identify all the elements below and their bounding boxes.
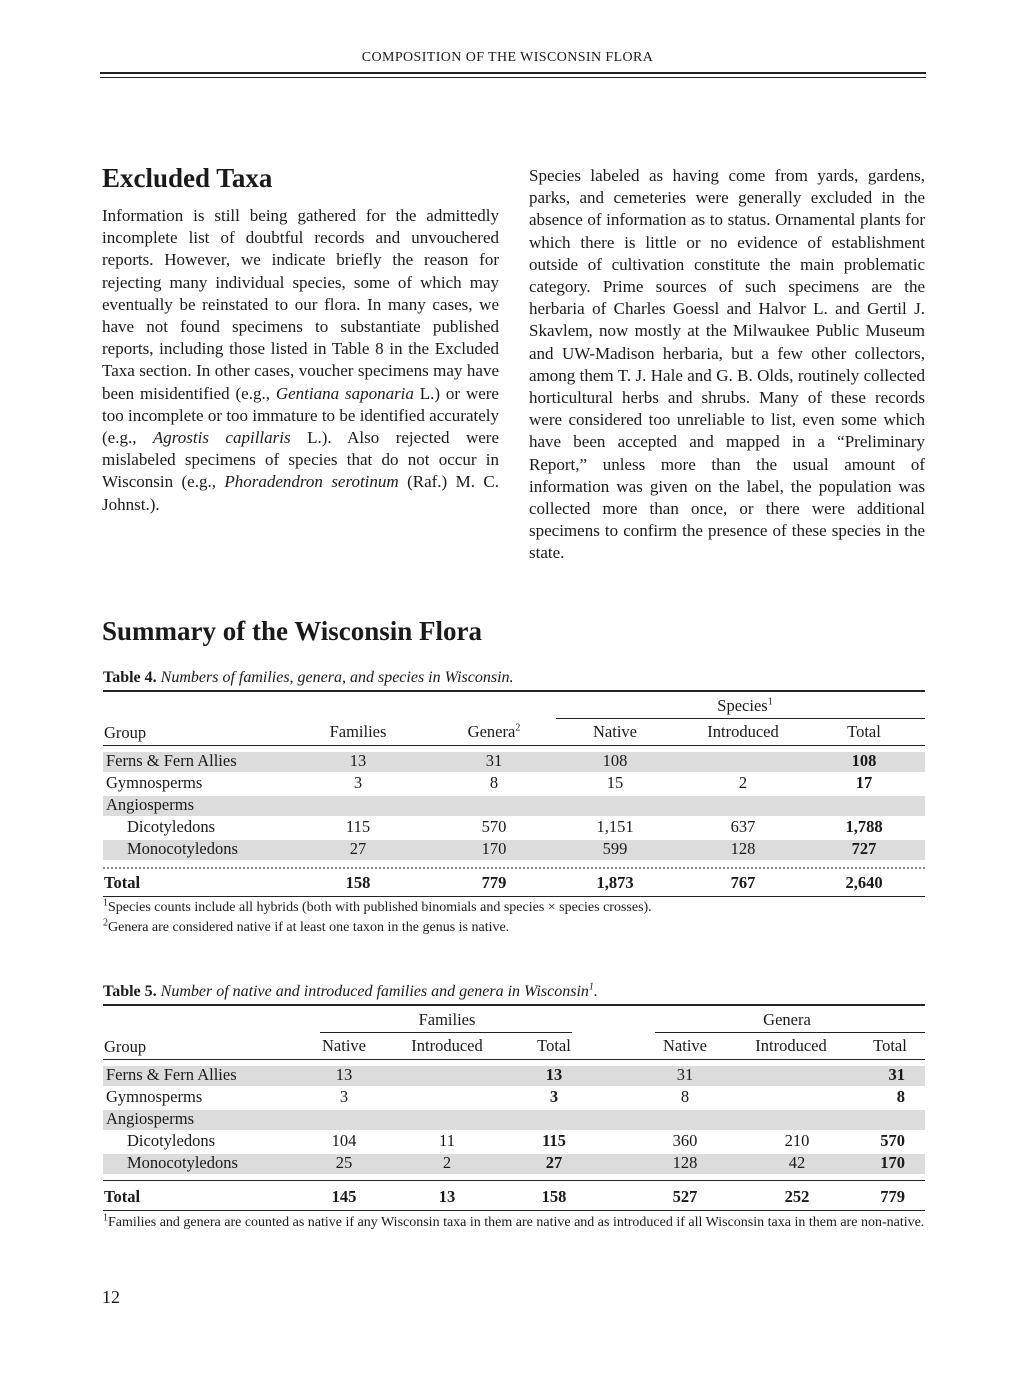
page-number: 12 [102, 1287, 120, 1307]
table4-cell-genera: 31 [485, 751, 503, 770]
table5-cell-f-total: 3 [549, 1087, 559, 1106]
table5-caption-text: Number of native and introduced families and genera in Wisconsin$^1$. [160, 981, 598, 1000]
table4-cell-native: 599 [602, 839, 628, 858]
table5-header-group: Group [104, 1037, 147, 1056]
excluded-right-column [529, 165, 925, 565]
section-title-summary: Summary of the Wisconsin Flora [102, 616, 483, 646]
table5-total-f-total: 158 [541, 1187, 567, 1206]
table5-cell-g-total: 31 [888, 1065, 905, 1084]
table5-cell-g-total: 170 [880, 1153, 905, 1172]
table4-row-group: Ferns & Fern Allies [106, 751, 237, 770]
table4-cell-native: 108 [602, 751, 628, 770]
table4-cell-native: 15 [606, 773, 624, 792]
table5-row-group: Monocotyledons [127, 1153, 238, 1172]
table5-cell-f-native: 25 [335, 1153, 353, 1172]
table4-row-group: Gymnosperms [106, 773, 203, 792]
table5-top-rule [103, 1004, 925, 1006]
table5-row-group: Angiosperms [106, 1109, 194, 1128]
row-shading [103, 1110, 925, 1130]
table5-total-top-rule [103, 1180, 925, 1181]
table4-header-genera: Genera$^2$ [467, 722, 521, 741]
table4-header-introduced: Introduced [707, 722, 779, 741]
excluded-left-paragraph: Information is still being gathered for the admittedly incomplete list of doubtful records and unvouchered reports. However, we indicate briefly the reason for rejecting many individual species, some of which may eventually be reinstated to our flora. In many cases, we have not found specimens to substantiate published reports, including those listed in Table 8 in the Excluded Taxa section. In other cases, voucher specimens may have been misidentified (e.g., Gentiana saponaria L.) or were too incomplete or too immature to be identified accurately (e.g., Agrostis capillaris L.). Also rejected were mislabeled specimens of species that do not occur in Wisconsin (e.g., Phoradendron serotinum (Raf.) M. C. Johnst.). [102, 206, 499, 514]
table5-cell-f-total: 27 [545, 1153, 563, 1172]
table4-cell-families: 27 [349, 839, 367, 858]
table4-cell-total: 17 [855, 773, 873, 792]
table4-cell-families: 3 [353, 773, 363, 792]
table5-cell-g-total: 570 [880, 1131, 905, 1150]
table4-header-native: Native [593, 722, 637, 741]
table5-genera-rule [655, 1032, 925, 1033]
table4-row-group: Angiosperms [106, 795, 194, 814]
table5-header-rule [103, 1059, 925, 1060]
table4-total-families: 158 [345, 873, 371, 892]
table5-cell-g-intro: 210 [784, 1131, 810, 1150]
excluded-left-column [102, 205, 499, 516]
species-name: Agrostis capillaris [152, 428, 291, 448]
table4-total-native: 1,873 [596, 873, 634, 892]
table5-total-f-native: 145 [331, 1187, 357, 1206]
running-head: COMPOSITION OF THE WISCONSIN FLORA [361, 50, 654, 65]
table5-families-rule [320, 1032, 572, 1033]
species-name: Phoradendron serotinum [224, 472, 399, 492]
table5-header-genera-introduced: Introduced [755, 1036, 827, 1055]
table5-cell-f-native: 104 [331, 1131, 357, 1150]
table5-cell-g-native: 31 [676, 1065, 694, 1084]
table5-header-families-total: Total [537, 1036, 571, 1055]
table4-cell-native: 1,151 [596, 817, 634, 836]
table4-cell-total: 1,788 [845, 817, 883, 836]
table5-header-families-introduced: Introduced [411, 1036, 483, 1055]
table4-header-families: Families [329, 722, 387, 741]
table4-cell-families: 115 [345, 817, 371, 836]
table4-header-total: Total [847, 722, 881, 741]
table4-cell-total: 727 [851, 839, 877, 858]
excluded-right-paragraph: Species labeled as having come from yards, gardens, parks, and cemeteries were generally excluded in the absence of information as to status. Ornamental plants for which there is little or no evidence of establishment outside of cultivation constitute the main problematic category. Prime sources of such specimens are the herbaria of Charles Goessl and Halvor L. and Gertil J. Skavlem, now mostly at the Milwaukee Public Museum and UW-Madison herbaria, but a few other collectors, among them T. J. Hale and G. B. Olds, routinely collected horticultural herbs and shrubs. Many of these records were considered too unreliable to list, even some which have been accepted and mapped in a “Preliminary Report,” unless more than the usual amount of information was given on the label, the population was collected more than once, or there were additional specimens to confirm the presence of these species in the state. [529, 166, 925, 563]
table5-total-g-native: 527 [672, 1187, 698, 1206]
table5-cell-g-intro: 42 [788, 1153, 806, 1172]
table5-header-families-native: Native [322, 1036, 366, 1055]
table4-cell-genera: 570 [481, 817, 507, 836]
table4-cell-genera: 170 [481, 839, 507, 858]
table5-cell-f-native: 13 [335, 1065, 353, 1084]
header-rule [100, 72, 926, 74]
table4-top-rule [103, 690, 925, 692]
table5-bottom-rule [103, 1210, 925, 1211]
table5-header-genera-total: Total [873, 1036, 907, 1055]
table4-footnote-1: $^1$Species counts include all hybrids (both with published binomials and species × species crosses). [103, 897, 652, 915]
table5-cell-g-total: 8 [896, 1087, 905, 1106]
table5-label: Table 5. [103, 983, 157, 1000]
species-name: Gentiana saponaria [275, 383, 414, 403]
table4-row-group: Dicotyledons [127, 817, 215, 836]
table5-total-f-intro: 13 [438, 1187, 456, 1206]
table5-cell-f-total: 13 [545, 1065, 563, 1084]
table5-cell-f-total: 115 [542, 1131, 566, 1150]
table5-total-g-intro: 252 [784, 1187, 810, 1206]
table5-caption [103, 983, 598, 1001]
header-rule-thin [100, 77, 926, 78]
table4-cell-genera: 8 [489, 773, 499, 792]
table4-label: Table 4. [103, 669, 157, 686]
table5-cell-g-native: 8 [680, 1087, 690, 1106]
table4-caption-text: Numbers of families, genera, and species in Wisconsin. [160, 669, 514, 686]
table5-header-genera-native: Native [663, 1036, 707, 1055]
table4-caption [103, 669, 514, 687]
table4-header-group: Group [104, 723, 147, 742]
table5-row-group: Dicotyledons [127, 1131, 215, 1150]
table5-families-header: Families [418, 1010, 476, 1029]
table4-total-genera: 779 [481, 873, 507, 892]
table4-row-group: Monocotyledons [127, 839, 238, 858]
table5-row-group: Ferns & Fern Allies [106, 1065, 237, 1084]
section-title-excluded-taxa: Excluded Taxa [102, 163, 273, 193]
table4-cell-families: 13 [349, 751, 367, 770]
table5-cell-f-intro: 11 [439, 1131, 455, 1150]
table5-cell-f-native: 3 [339, 1087, 349, 1106]
table4-cell-introduced: 637 [730, 817, 756, 836]
table4-total-introduced: 767 [730, 873, 756, 892]
table4-cell-introduced: 128 [730, 839, 756, 858]
table5-cell-g-native: 360 [672, 1131, 698, 1150]
table4-cell-total: 108 [851, 751, 877, 770]
table5-genera-header: Genera [763, 1010, 811, 1029]
table5-total-g-total: 779 [880, 1187, 905, 1206]
table4-total-total: 2,640 [845, 873, 883, 892]
table5-total-label: Total [104, 1187, 141, 1206]
row-shading [103, 796, 925, 816]
table4-footnote-2: $^2$Genera are considered native if at least one taxon in the genus is native. [103, 917, 510, 935]
table4-species-header: Species$^1$ [717, 696, 773, 715]
table4-dotted-rule [103, 867, 925, 869]
table4-header-rule [103, 745, 925, 746]
table5-cell-f-intro: 2 [442, 1153, 452, 1172]
table5-footnote: $^1$Families and genera are counted as native if any Wisconsin taxa in them are native and as introduced if all Wisconsin taxa in them are non-native. [103, 1212, 925, 1230]
table5-cell-g-native: 128 [672, 1153, 698, 1172]
table4-total-label: Total [104, 873, 141, 892]
table4-cell-introduced: 2 [738, 773, 748, 792]
table5-row-group: Gymnosperms [106, 1087, 203, 1106]
table4-species-rule [556, 718, 925, 719]
table4-bottom-rule [103, 896, 925, 897]
